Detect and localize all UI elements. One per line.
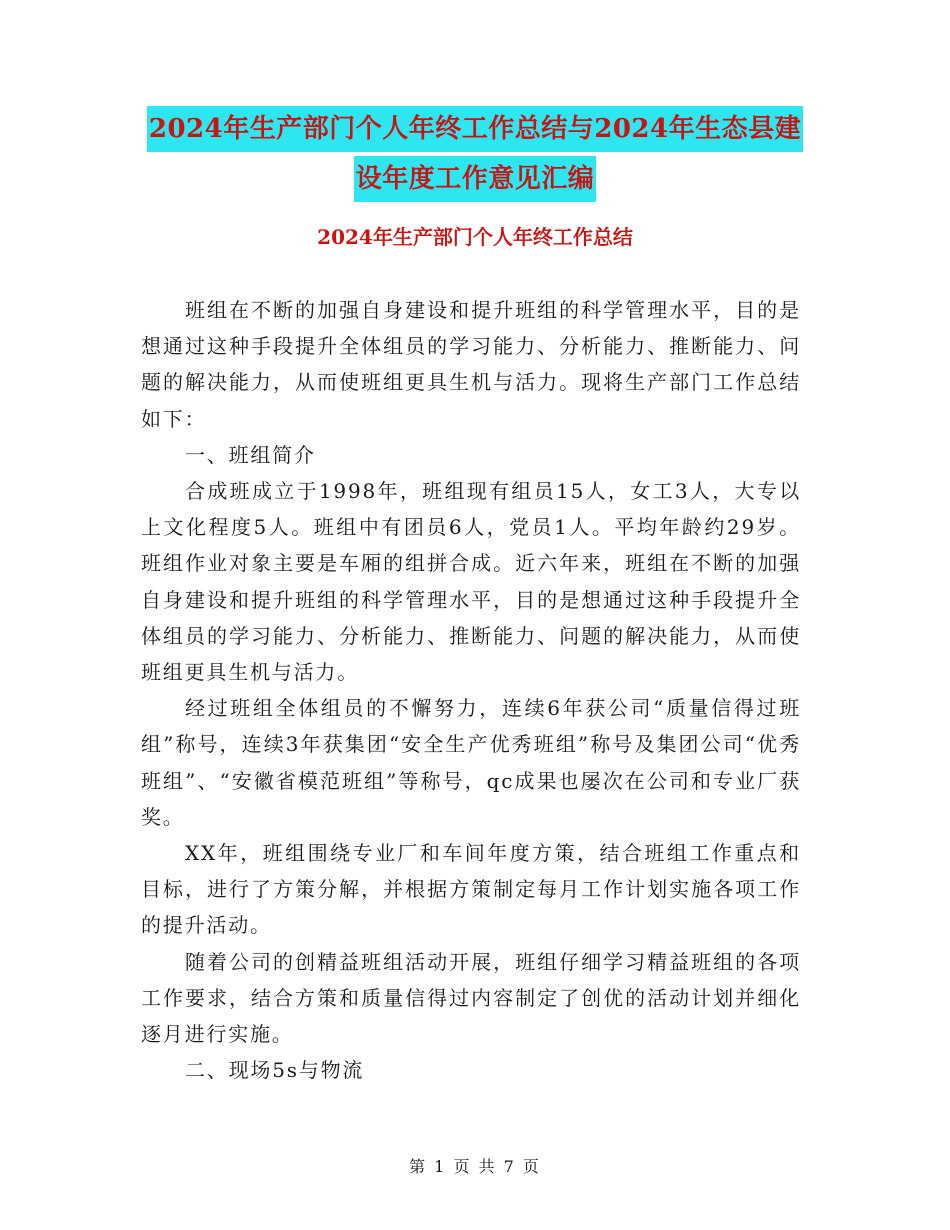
- section-heading: 一、班组简介: [185, 442, 316, 467]
- title-line-2: 设年度工作意见汇编: [354, 156, 597, 202]
- body-text: [141, 292, 801, 1088]
- section-heading: 二、现场5s与物流: [185, 1058, 365, 1083]
- page-footer: 第 1 页 共 7 页: [409, 1157, 541, 1176]
- paragraph: 班组在不断的加强自身建设和提升班组的科学管理水平，目的是想通过这种手段提升全体组员的学习能力、分析能力、推断能力、问题的解决能力，从而使班组更具生机与活力。现将生产部门工作总结如下：: [141, 298, 801, 431]
- paragraph: 经过班组全体组员的不懈努力，连续6年获公司“质量信得过班组”称号，连续3年获集团“安全生产优秀班组”称号及集团公司“优秀班组”、“安徽省模范班组”等称号，qc成果也屡次在公司和专业厂获奖。: [141, 696, 801, 829]
- paragraph: 随着公司的创精益班组活动开展，班组仔细学习精益班组的各项工作要求，结合方策和质量信得过内容制定了创优的活动计划并细化逐月进行实施。: [141, 949, 801, 1047]
- paragraph: XX年，班组围绕专业厂和车间年度方策，结合班组工作重点和目标，进行了方策分解，并根据方策制定每月工作计划实施各项工作的提升活动。: [141, 841, 801, 938]
- paragraph: 合成班成立于1998年，班组现有组员15人，女工3人，大专以上文化程度5人。班组中有团员6人，党员1人。平均年龄约29岁。班组作业对象主要是车厢的组拼合成。近六年来，班组在不断的加强自身建设和提升班组的科学管理水平，目的是想通过这种手段提升全体组员的学习能力、分析能力、推断能力、问题的解决能力，从而使班组更具生机与活力。: [141, 479, 801, 685]
- document-title: [0, 106, 950, 202]
- title-line-1: 2024年生产部门个人年终工作总结与2024年生态县建: [147, 106, 803, 152]
- section-subtitle: 2024年生产部门个人年终工作总结: [317, 225, 633, 249]
